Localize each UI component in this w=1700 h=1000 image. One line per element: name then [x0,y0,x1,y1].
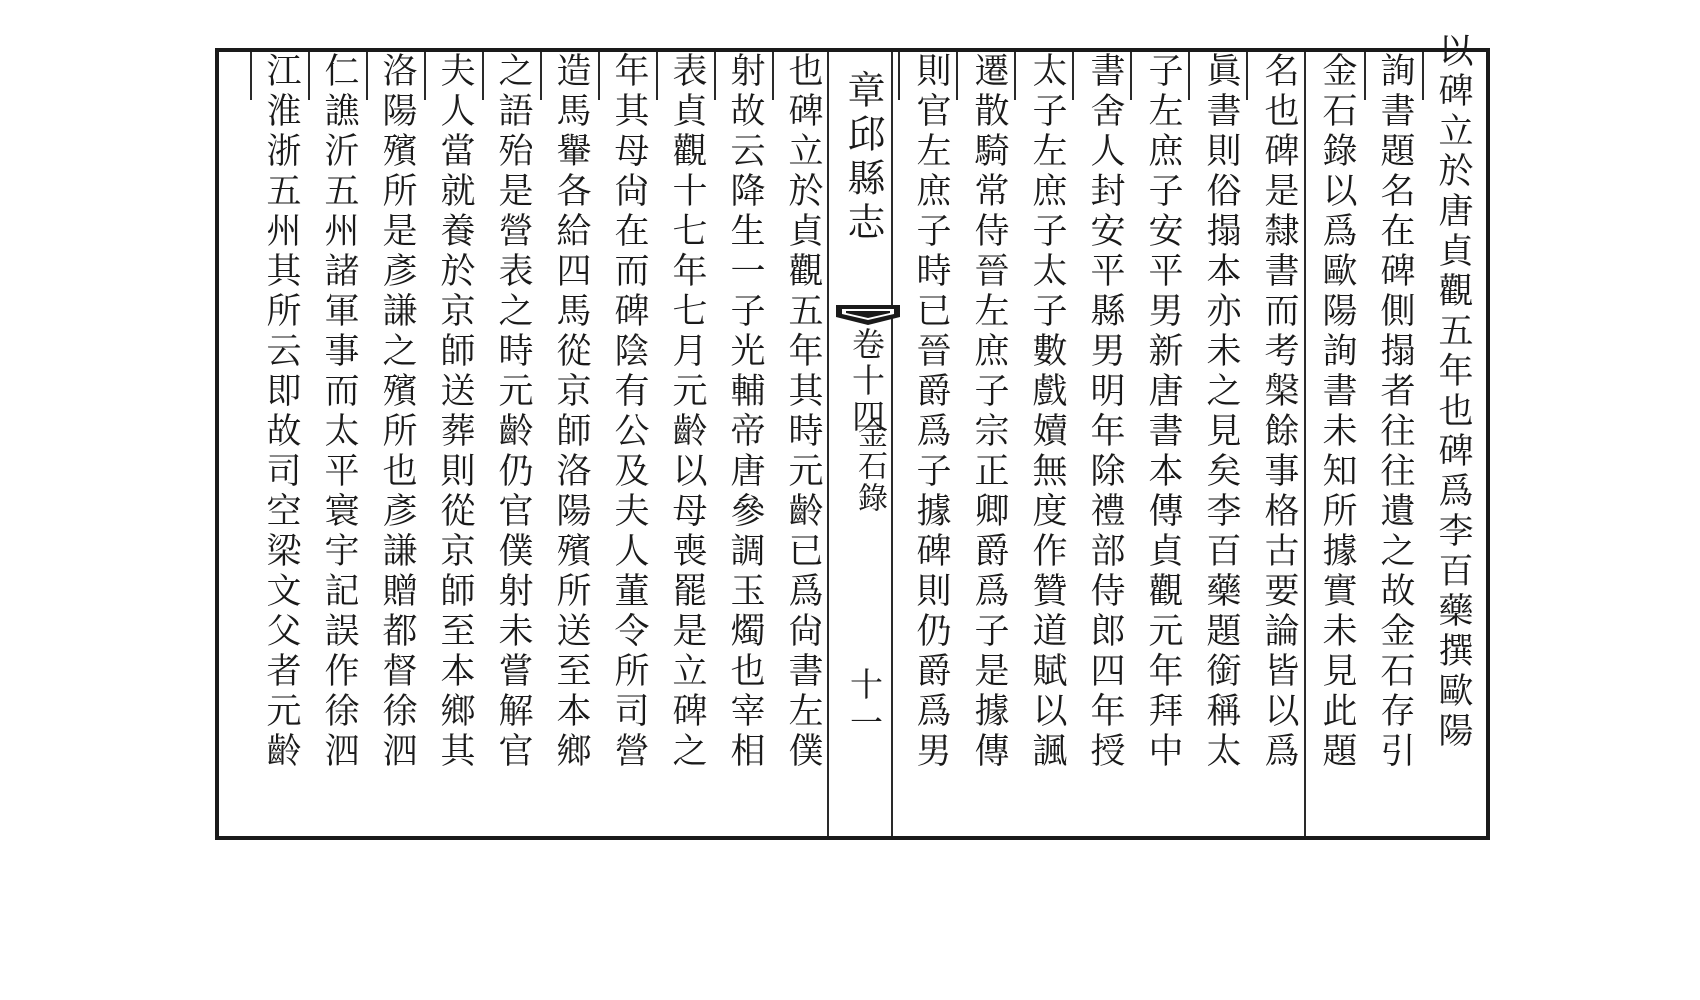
text-column: 金石錄以爲歐陽詢書未知所據實未見此題 [1317,52,1357,772]
text-column: 之語殆是營表之時元齡仍官僕射未嘗解官 [493,52,533,772]
volume-label: 卷十四 [847,327,886,435]
text-column: 太子左庶子太子數戲嬻無度作贊道賦以諷 [1027,52,1067,772]
section-label: 金石錄 [852,418,887,514]
text-column: 眞書則俗搨本亦未之見矣李百藥題銜稱太 [1201,52,1241,772]
text-column: 仁譙沂五州諸軍事而太平寰宇記誤作徐泗 [319,52,359,772]
text-column: 遷散騎常侍晉左庶子宗正卿爵爲子是據傳 [969,52,1009,772]
column-rule [250,52,252,100]
text-column: 年其母尙在而碑陰有公及夫人董令所司營 [609,52,649,772]
text-column: 子左庶子安平男新唐書本傳貞觀元年拜中 [1143,52,1183,772]
text-column: 江淮浙五州其所云即故司空梁文父者元齡 [261,52,301,772]
text-column: 詢書題名在碑側搨者往往遺之故金石存引 [1375,52,1415,772]
page-number: 十一 [845,667,884,743]
text-column: 造馬轝各給四馬從京師洛陽殯所送至本鄉 [551,52,591,772]
column-rule [898,52,900,100]
text-column: 以碑立於唐貞觀五年也碑爲李百藥撰歐陽 [1433,32,1473,752]
text-column: 表貞觀十七年七月元齡以母喪罷是立碑之 [667,52,707,772]
text-column: 則官左庶子時已晉爵爲子據碑則仍爵爲男 [911,52,951,772]
page-frame [215,32,1490,840]
text-column: 也碑立於貞觀五年其時元齡已爲尙書左僕 [783,52,823,772]
text-column: 洛陽殯所是彥謙之殯所也彥謙贈都督徐泗 [377,52,417,772]
text-column: 書舍人封安平縣男明年除禮部侍郎四年授 [1085,52,1125,772]
book-title: 章邱縣志 [841,70,885,246]
text-column: 名也碑是隸書而考槃餘事格古要論皆以爲 [1259,52,1299,772]
text-column: 射故云降生一子光輔帝唐參調玉燭也宰相 [725,52,765,772]
text-column: 夫人當就養於京師送葬則從京師至本鄉其 [435,52,475,772]
